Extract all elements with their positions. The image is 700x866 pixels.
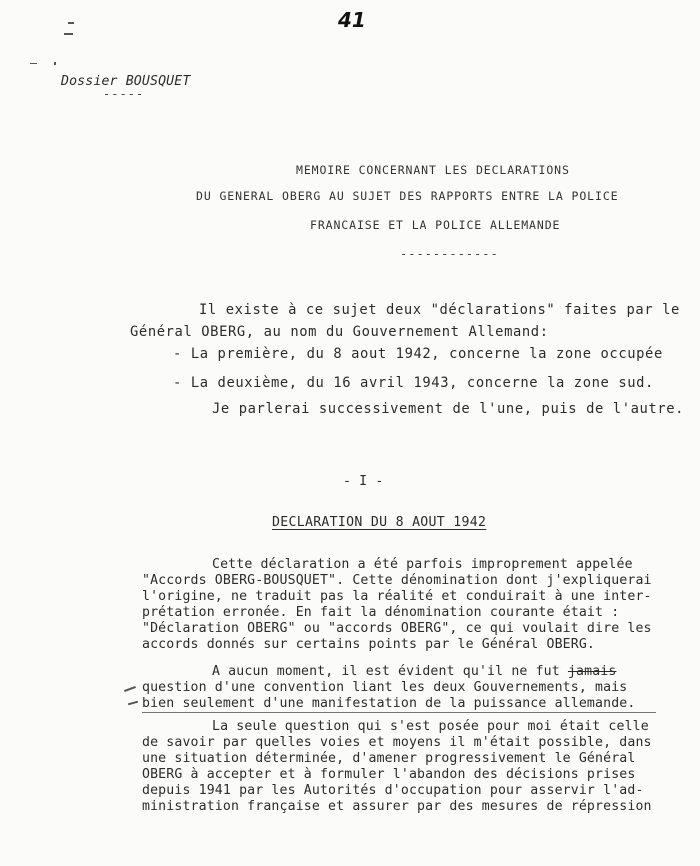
stray-mark [68,22,74,24]
margin-mark [128,701,138,706]
para3-line-3: une situation déterminée, d'amener progressivement le Général [142,751,636,766]
para1-line-2: "Accords OBERG-BOUSQUET". Cette dénomination dont j'expliquerai [142,573,652,588]
intro-item-2: - La deuxième, du 16 avril 1943, concerne la zone sud. [173,375,654,391]
page-number: 41 [338,8,366,32]
para3-line-6: ministration française et assurer par des mesures de répression [142,799,652,814]
intro-line-1: Il existe à ce sujet deux "déclarations" faites par le [199,302,680,318]
stray-mark [64,33,73,35]
intro-item-1: - La première, du 8 aout 1942, concerne la zone occupée [173,346,663,362]
intro-line-3: Je parlerai successivement de l'une, puis de l'autre. [212,401,685,417]
title-rule: ------------ [400,247,499,261]
section-heading: DECLARATION DU 8 AOUT 1942 [272,515,487,530]
stray-mark [30,63,37,64]
dossier-label: Dossier BOUSQUET [61,74,191,89]
para1-line-6: accords donnés sur certains points par le Général OBERG. [142,637,596,652]
para2-line-2: question d'une convention liant les deux Gouvernements, mais [142,680,628,695]
title-line-2: DU GENERAL OBERG AU SUJET DES RAPPORTS ENTRE LA POLICE [196,189,619,203]
para3-line-2: de savoir par quelles voies et moyens il m'était possible, dans [142,735,652,750]
stray-mark [54,62,56,65]
para2-line-3: bien seulement d'une manifestation de la puissance allemande. [142,696,636,711]
intro-line-2: Général OBERG, au nom du Gouvernement Allemand: [130,324,549,340]
para3-line-4: OBERG à accepter et à formuler l'abandon des décisions prises [142,767,636,782]
struck-word: jamais [567,664,617,679]
dossier-underline: ----- [103,87,145,101]
underline-rule [142,712,656,713]
para3-line-5: depuis 1941 par les Autorités d'occupation pour asservir l'ad- [142,783,644,798]
para1-line-4: prétation erronée. En fait la dénomination courante était : [142,605,620,620]
para1-line-5: "Déclaration OBERG" ou "accords OBERG", ce qui voulait dire les [142,621,652,636]
section-numeral: - I - [343,474,384,489]
title-line-1: MEMOIRE CONCERNANT LES DECLARATIONS [296,163,570,177]
para2-line-1 [212,664,617,679]
para1-line-3: l'origine, ne traduit pas la réalité et conduirait à une inter- [142,589,652,604]
margin-mark [124,686,136,692]
title-line-3: FRANCAISE ET LA POLICE ALLEMANDE [310,218,561,232]
para1-line-1: Cette déclaration a été parfois improprement appelée [212,557,633,572]
para2-line-1-text: A aucun moment, il est évident qu'il ne fut [212,664,568,679]
para3-line-1: La seule question qui s'est posée pour moi était celle [212,719,649,734]
